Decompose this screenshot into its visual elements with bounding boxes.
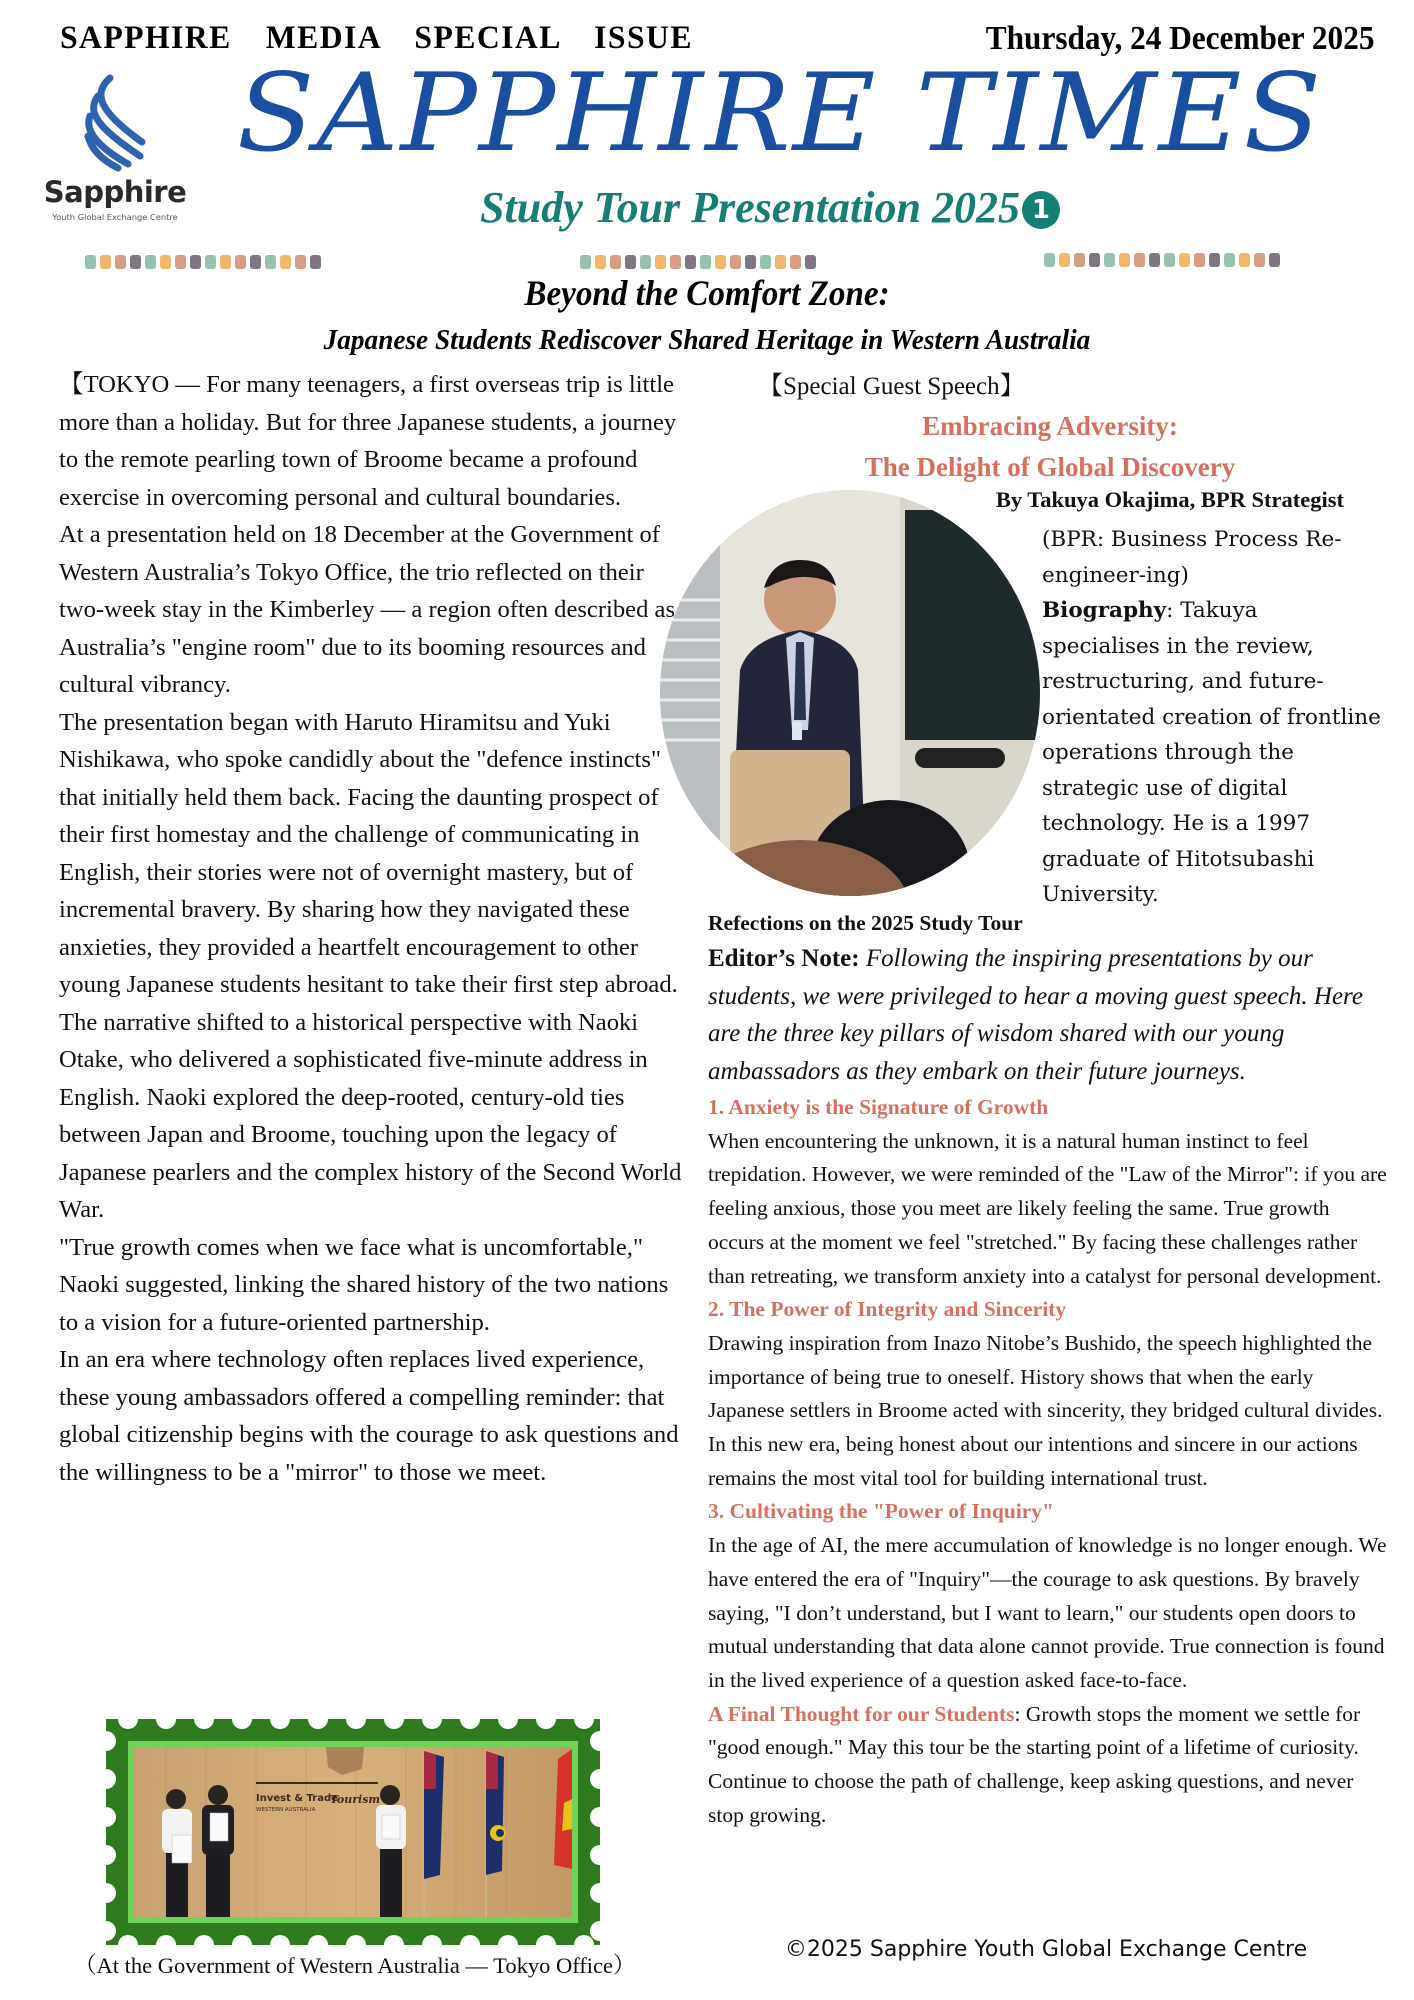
main-article	[59, 366, 691, 1491]
decorative-dot	[280, 255, 291, 269]
copyright-footer: ©2025 Sapphire Youth Global Exchange Centre	[784, 1937, 1308, 1962]
decorative-dot	[85, 255, 96, 269]
pillar-body: Drawing inspiration from Inazo Nitobe’s Bushido, the speech highlighted the importance of being true to oneself. History shows that when the early Japanese settlers in Broome acted with sincerity, they bridged cultural divides. In this new era, being honest about our intentions and sincere in our actions remains the most vital tool for building international trust.	[708, 1330, 1383, 1490]
speech-title-line2: The Delight of Global Discovery	[864, 452, 1236, 482]
student-photo-stamp	[106, 1719, 600, 1945]
decorative-dot	[1104, 253, 1115, 267]
decorative-dot	[760, 255, 771, 269]
article-paragraph: At a presentation held on 18 December at the Government of Western Australia’s Tokyo Office, the trio reflected on their two-week stay in the Kimberley — a region often described as Australia’s "engine room" due to its booming resources and cultural vibrancy.	[59, 521, 676, 698]
stamp-frame	[106, 1719, 600, 1945]
article-paragraph: The narrative shifted to a historical perspective with Naoki Otake, who delivered a sophisticated five-minute address in English. Naoki explored the deep-rooted, century-old ties between Japan and Broome, touching upon the legacy of Japanese pearlers and the complex history of the Second World War.	[59, 1008, 682, 1223]
article-paragraph: "True growth comes when we face what is uncomfortable," Naoki suggested, linking the shared history of the two nations to a vision for a future-oriented partnership.	[59, 1233, 669, 1336]
guest-speech-label: 【Special Guest Speech】	[758, 373, 1025, 400]
decorative-dot	[1239, 253, 1250, 267]
final-thought-text: : Growth stops the moment we settle for "good enough." May this tour be the starting point of a lifetime of curiosity. Continue to choose the path of challenge, keep asking questions, and never stop growing.	[708, 1701, 1361, 1827]
subtitle-text: Study Tour Presentation 2025	[480, 183, 1020, 232]
decorative-dot	[235, 255, 246, 269]
decorative-dot	[220, 255, 231, 269]
decorative-dot	[250, 255, 261, 269]
decorative-dot	[1164, 253, 1175, 267]
speaker-portrait	[660, 490, 1040, 896]
decorative-dot	[1209, 253, 1220, 267]
decorative-dot	[190, 255, 201, 269]
decorative-dot	[700, 255, 711, 269]
decorative-dot	[730, 255, 741, 269]
pillars-list	[708, 1091, 1388, 1832]
decorative-dot	[625, 255, 636, 269]
decorative-dot	[580, 255, 591, 269]
article-paragraph: The presentation began with Haruto Hiramitsu and Yuki Nishikawa, who spoke candidly about the "defence instincts" that initially held them back. Facing the daunting prospect of their first homestay and the challenge of communicating in English, their stories were not of overnight mastery, but of incremental bravery. By sharing how they navigated these anxieties, they provided a heartfelt encouragement to other young Japanese students hesitant to take their first step abroad.	[59, 708, 678, 998]
decorative-dot	[310, 255, 321, 269]
speech-title-line1: Embracing Adversity:	[922, 411, 1178, 441]
decorative-dot	[100, 255, 111, 269]
sapphire-flame-icon	[70, 72, 160, 172]
decorative-dot	[175, 255, 186, 269]
sign-text: Invest & Trade	[256, 1793, 338, 1804]
pillar-heading: 1. Anxiety is the Signature of Growth	[708, 1095, 1049, 1119]
decorative-dot	[295, 255, 306, 269]
decorative-dot	[715, 255, 726, 269]
speech-title	[710, 406, 1390, 488]
article-paragraph: 【TOKYO — For many teenagers, a first overseas trip is little more than a holiday. But for three Japanese students, a journey to the remote pearling town of Broome became a profound exercise in overcoming personal and cultural boundaries.	[59, 371, 677, 511]
speaker-byline: By Takuya Okajima, BPR Strategist	[995, 487, 1344, 512]
decorative-dot	[1059, 253, 1070, 267]
editor-note-text: Following the inspiring presentations by our students, we were privileged to hear a moving guest speech. Here are the three key pillars of wisdom shared with our young ambassadors as they embark on their future journeys.	[708, 945, 1363, 1085]
decorative-dot	[1194, 253, 1205, 267]
headline: Beyond the Comfort Zone:	[524, 273, 890, 313]
decorative-dot	[1254, 253, 1265, 267]
issue-date: Thursday, 24 December 2025	[985, 20, 1374, 57]
decorative-dot	[1179, 253, 1190, 267]
decorative-dot	[1074, 253, 1085, 267]
decorative-dot	[1269, 253, 1280, 267]
final-thought-label: A Final Thought for our Students	[708, 1701, 1015, 1726]
editor-note	[708, 940, 1388, 1090]
headline-deck: Japanese Students Rediscover Shared Heritage in Western Australia	[323, 324, 1091, 356]
newspaper-title: SAPPHIRE TIMES	[236, 51, 1324, 176]
svg-text:Tourism: Tourism	[330, 1793, 381, 1806]
decorative-dot	[640, 255, 651, 269]
decorative-dot	[265, 255, 276, 269]
decorative-dot	[205, 255, 216, 269]
speaker-bio	[1042, 522, 1382, 913]
sapphire-logo	[38, 72, 198, 232]
decorative-dot	[160, 255, 171, 269]
pillar-body: In the age of AI, the mere accumulation of knowledge is no longer enough. We have entered the era of "Inquiry"—the courage to ask questions. By bravely saying, "I don’t understand, but I want to learn," our students open doors to mutual understanding that data alone cannot provide. True connection is found in the lived experience of a question asked face-to-face.	[708, 1533, 1387, 1692]
decorative-dot	[610, 255, 621, 269]
decorative-dot	[1119, 253, 1130, 267]
decorative-dot	[1089, 253, 1100, 267]
bio-label: Biography	[1042, 598, 1167, 623]
logo-wordmark: Sapphire	[43, 175, 187, 209]
issue-number-badge: 1	[1022, 191, 1060, 229]
pillar-heading: 3. Cultivating the "Power of Inquiry"	[708, 1499, 1054, 1524]
sign-subtext: WESTERN AUSTRALIA	[256, 1807, 316, 1813]
decorative-dot	[745, 255, 756, 269]
decorative-dot	[1134, 253, 1145, 267]
article-paragraph: In an era where technology often replaces lived experience, these young ambassadors offered a compelling reminder: that global citizenship begins with the courage to ask questions and the willingness to be a "mirror" to those we meet.	[59, 1346, 679, 1486]
decorative-dot	[805, 255, 816, 269]
decorative-dot	[775, 255, 786, 269]
decorative-dot	[1224, 253, 1235, 267]
decorative-dot	[130, 255, 141, 269]
decorative-dot	[595, 255, 606, 269]
reflections-title: Refections on the 2025 Study Tour	[708, 911, 1023, 935]
decorative-dot	[670, 255, 681, 269]
speaker-photo	[660, 490, 1040, 896]
bpr-note: (BPR: Business Process Re-engineer-ing)	[1042, 527, 1342, 588]
pillar-body: When encountering the unknown, it is a natural human instinct to feel trepidation. However, we were reminded of the "Law of the Mirror": if you are feeling anxious, those you meet are likely feeling the same. True growth occurs at the moment we feel "stretched." By facing these challenges rather than retreating, we transform anxiety into a catalyst for personal development.	[708, 1128, 1387, 1288]
decorative-dot-row-center	[580, 255, 816, 269]
newspaper-subtitle	[440, 183, 1100, 232]
decorative-dot-row-left	[85, 255, 321, 269]
decorative-dot-row-right	[1044, 253, 1280, 267]
photo-caption: （At the Government of Western Australia — Tokyo Office）	[74, 1953, 636, 1978]
pillar-heading: 2. The Power of Integrity and Sincerity	[708, 1297, 1067, 1322]
editor-note-label: Editor’s Note:	[708, 945, 860, 972]
decorative-dot	[790, 255, 801, 269]
decorative-dot	[685, 255, 696, 269]
decorative-dot	[145, 255, 156, 269]
decorative-dot	[1149, 253, 1160, 267]
bio-text: : Takuya specialises in the review, restructuring, and future-orientated creation of frontline operations through the strategic use of digital technology. He is a 1997 graduate of Hitotsubashi University.	[1042, 598, 1381, 907]
decorative-dot	[115, 255, 126, 269]
special-issue-kicker: SAPPHIRE MEDIA SPECIAL ISSUE	[60, 20, 693, 56]
logo-tagline: Youth Global Exchange Centre	[52, 212, 178, 222]
decorative-dot	[1044, 253, 1055, 267]
final-thought	[708, 1698, 1388, 1833]
decorative-dot	[655, 255, 666, 269]
